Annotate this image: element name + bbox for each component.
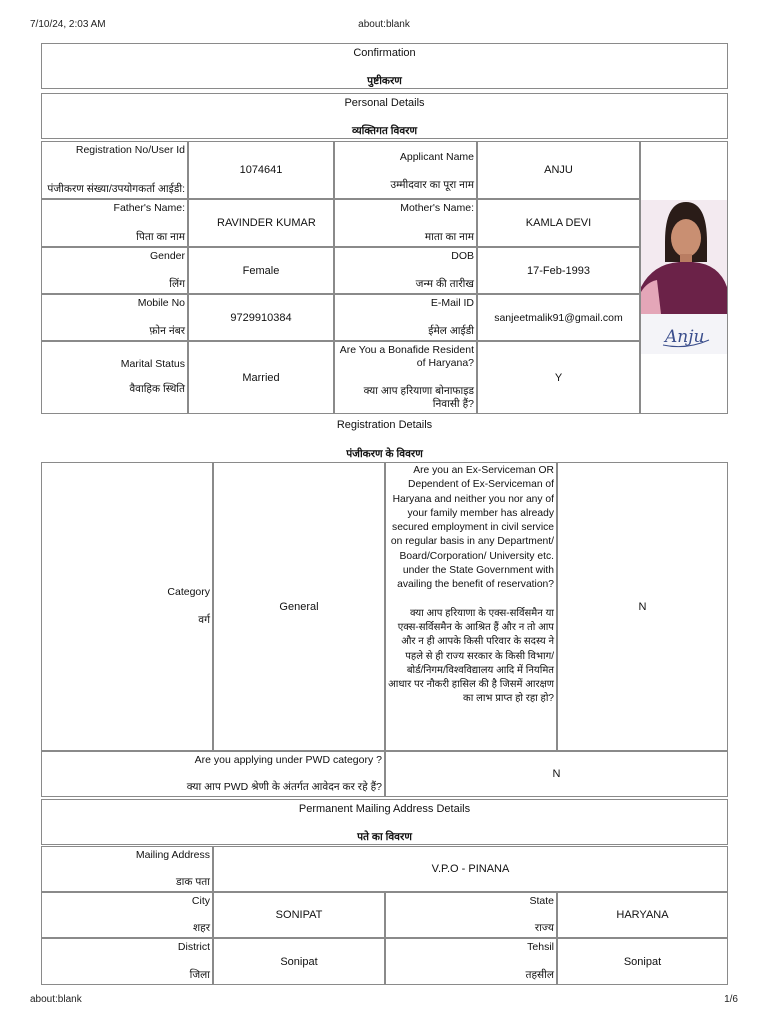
pwd-question-en: Are you applying under PWD category ? bbox=[194, 754, 382, 766]
signature-image: Anju bbox=[665, 327, 705, 347]
city-value: SONIPAT bbox=[213, 892, 385, 938]
personal-title-en: Personal Details bbox=[344, 97, 425, 109]
pwd-question-hi: क्या आप PWD श्रेणी के अंतर्गत आवेदन कर रहे हैं? bbox=[186, 781, 382, 793]
page-number: 1/6 bbox=[724, 994, 738, 1005]
district-value: Sonipat bbox=[213, 938, 385, 985]
father-name-label bbox=[41, 199, 188, 247]
state-label-hi: राज्य bbox=[534, 922, 554, 934]
gender-label-en: Gender bbox=[149, 250, 185, 262]
address-title-hi: पते का विवरण bbox=[357, 831, 412, 843]
print-datetime: 7/10/24, 2:03 AM bbox=[30, 19, 106, 30]
registration-title-en: Registration Details bbox=[336, 419, 433, 431]
print-footer-url: about:blank bbox=[30, 994, 82, 1005]
father-name-value: RAVINDER KUMAR bbox=[188, 199, 334, 247]
confirmation-title-hi: पुष्टीकरण bbox=[367, 75, 402, 87]
dob-label bbox=[334, 247, 477, 294]
registration-title-hi: पंजीकरण के विवरण bbox=[346, 448, 423, 460]
ex-serviceman-question-en: Are you an Ex-Serviceman OR Dependent of Ex-Serviceman of Haryana and neither you nor any of your family member has already secured employment in civil service on regular basis in any Department/ Board/Corporation/ University etc. under the State Government with availing the benefit of reservation? bbox=[390, 465, 554, 591]
gender-value: Female bbox=[188, 247, 334, 294]
applicant-name-label-en: Applicant Name bbox=[399, 151, 474, 163]
resident-value: Y bbox=[477, 341, 640, 414]
mother-name-value: KAMLA DEVI bbox=[477, 199, 640, 247]
mailing-address-label bbox=[41, 846, 213, 892]
tehsil-value: Sonipat bbox=[557, 938, 728, 985]
reg-no-value: 1074641 bbox=[188, 141, 334, 199]
reg-no-label-en: Registration No/User Id bbox=[75, 144, 185, 156]
mobile-label-hi: फ़ोन नंबर bbox=[149, 325, 185, 337]
confirmation-header bbox=[41, 43, 728, 89]
category-label-hi: वर्ग bbox=[198, 614, 210, 626]
email-label-en: E-Mail ID bbox=[430, 297, 474, 309]
mobile-label bbox=[41, 294, 188, 341]
pwd-question bbox=[41, 751, 385, 797]
mother-name-label-hi: माता का नाम bbox=[424, 231, 474, 243]
mailing-address-label-hi: डाक पता bbox=[176, 876, 210, 888]
reg-no-label bbox=[41, 141, 188, 199]
state-label-en: State bbox=[529, 895, 554, 907]
district-label-en: District bbox=[177, 941, 210, 953]
gender-label bbox=[41, 247, 188, 294]
marital-label-hi: वैवाहिक स्थिति bbox=[129, 383, 185, 395]
mother-name-label bbox=[334, 199, 477, 247]
tehsil-label bbox=[385, 938, 557, 985]
email-value: sanjeetmalik91@gmail.com bbox=[477, 294, 640, 341]
applicant-name-value: ANJU bbox=[477, 141, 640, 199]
category-value: General bbox=[213, 462, 385, 751]
ex-serviceman-question-hi: क्या आप हरियाणा के एक्स-सर्विसमैन या एक्स-सर्विसमैन के आश्रित हैं और न तो आप और न ही आपके किसी परिवार के सदस्य ने पहले से ही राज्य सरकार के किसी विभाग/ बोर्ड/निगम/विश्वविद्यालय आदि में नियमित आधार पर नौकरी हासिल की है जिसमें आरक्षण का लाभ प्राप्त हो रहा हो? bbox=[388, 607, 554, 705]
gender-label-hi: लिंग bbox=[169, 278, 185, 290]
address-details-header bbox=[41, 799, 728, 845]
district-label bbox=[41, 938, 213, 985]
resident-label-en: Are You a Bonafide Resident of Haryana? bbox=[339, 344, 474, 369]
applicant-photo bbox=[641, 142, 727, 413]
mailing-address-label-en: Mailing Address bbox=[135, 849, 210, 861]
dob-value: 17-Feb-1993 bbox=[477, 247, 640, 294]
confirmation-title-en: Confirmation bbox=[353, 47, 416, 59]
tehsil-label-en: Tehsil bbox=[527, 941, 554, 953]
pwd-value: N bbox=[385, 751, 728, 797]
print-header bbox=[30, 19, 738, 30]
mailing-address-value: V.P.O - PINANA bbox=[213, 846, 728, 892]
father-name-label-en: Father's Name: bbox=[113, 202, 185, 214]
state-value: HARYANA bbox=[557, 892, 728, 938]
city-label bbox=[41, 892, 213, 938]
resident-label bbox=[334, 341, 477, 414]
marital-value: Married bbox=[188, 341, 334, 414]
email-label-hi: ईमेल आईडी bbox=[428, 325, 474, 337]
tehsil-label-hi: तहसील bbox=[525, 969, 554, 981]
city-label-hi: शहर bbox=[192, 922, 210, 934]
city-label-en: City bbox=[191, 895, 210, 907]
applicant-photo-cell bbox=[640, 141, 728, 414]
state-label bbox=[385, 892, 557, 938]
dob-label-hi: जन्म की तारीख bbox=[415, 278, 474, 290]
applicant-name-label bbox=[334, 141, 477, 199]
resident-label-hi: क्या आप हरियाणा बोनाफाइड निवासी हैं? bbox=[363, 385, 474, 410]
district-label-hi: जिला bbox=[189, 969, 210, 981]
print-footer bbox=[30, 994, 738, 1005]
ex-serviceman-value: N bbox=[557, 462, 728, 751]
mobile-label-en: Mobile No bbox=[137, 297, 185, 309]
marital-label-en: Marital Status bbox=[120, 358, 185, 370]
personal-title-hi: व्यक्तिगत विवरण bbox=[351, 125, 418, 137]
applicant-name-label-hi: उम्मीदवार का पूरा नाम bbox=[390, 179, 474, 191]
personal-details-header bbox=[41, 93, 728, 139]
print-header-url: about:blank bbox=[358, 19, 410, 30]
mother-name-label-en: Mother's Name: bbox=[400, 202, 474, 214]
marital-label bbox=[41, 341, 188, 414]
father-name-label-hi: पिता का नाम bbox=[136, 231, 185, 243]
mobile-value: 9729910384 bbox=[188, 294, 334, 341]
category-label bbox=[41, 462, 213, 751]
address-title-en: Permanent Mailing Address Details bbox=[298, 803, 471, 815]
reg-no-label-hi: पंजीकरण संख्या/उपयोगकर्ता आईडी: bbox=[47, 183, 185, 195]
dob-label-en: DOB bbox=[451, 250, 474, 262]
ex-serviceman-question bbox=[385, 462, 557, 751]
category-label-en: Category bbox=[167, 586, 210, 598]
email-label bbox=[334, 294, 477, 341]
